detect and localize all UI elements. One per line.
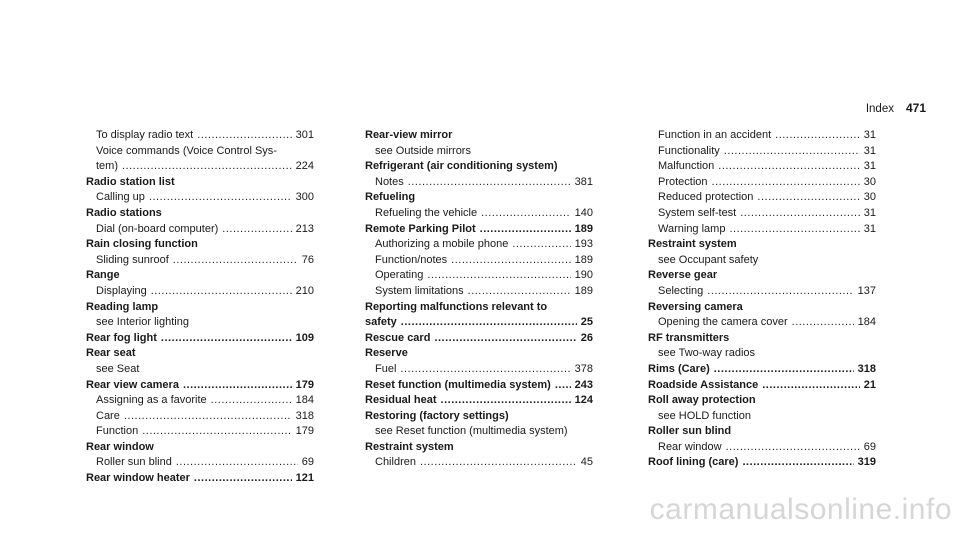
- index-entry: [86, 362, 314, 378]
- entry-page-number[interactable]: 190: [574, 269, 593, 282]
- index-entry: [365, 190, 593, 206]
- entry-text: see HOLD function: [658, 409, 751, 422]
- entry-page-number[interactable]: 109: [295, 331, 314, 344]
- dot-leader: [434, 331, 576, 347]
- entry-page-number[interactable]: 31: [863, 206, 876, 219]
- entry-text: Reduced protection: [658, 191, 754, 204]
- dot-leader: [712, 175, 860, 191]
- entry-text: Reversing camera: [648, 300, 743, 313]
- dot-leader: [420, 455, 577, 471]
- index-entry: [365, 393, 593, 409]
- entry-text: Authorizing a mobile phone: [375, 238, 509, 251]
- index-entry: [86, 424, 314, 440]
- entry-text: Malfunction: [658, 160, 715, 173]
- entry-text: see Occupant safety: [658, 253, 759, 266]
- index-entry: [648, 424, 876, 440]
- entry-page-number[interactable]: 30: [863, 175, 876, 188]
- index-entry: [86, 284, 314, 300]
- index-entry: [86, 237, 314, 253]
- entry-text: Refueling the vehicle: [375, 206, 478, 219]
- entry-text: see Two-way radios: [658, 347, 756, 360]
- entry-text: Radio stations: [86, 206, 162, 219]
- index-entry: [648, 331, 876, 347]
- entry-page-number[interactable]: 179: [295, 378, 314, 391]
- entry-text: Operating: [375, 269, 424, 282]
- index-entry: [365, 144, 593, 160]
- dot-leader: [401, 315, 577, 331]
- dot-leader: [222, 222, 291, 238]
- index-entry: [365, 315, 593, 331]
- dot-leader: [762, 378, 860, 394]
- index-entry: [365, 300, 593, 316]
- entry-page-number[interactable]: 121: [295, 472, 314, 485]
- dot-leader: [480, 222, 571, 238]
- entry-page-number[interactable]: 137: [857, 284, 876, 297]
- dot-leader: [742, 455, 853, 471]
- entry-text: Range: [86, 269, 120, 282]
- entry-text: RF transmitters: [648, 331, 730, 344]
- dot-leader: [714, 362, 854, 378]
- entry-text: Function in an accident: [658, 129, 772, 141]
- entry-text: Notes: [375, 175, 404, 188]
- entry-text: Selecting: [658, 284, 704, 297]
- entry-text: Rescue card: [365, 331, 431, 344]
- index-entry: [648, 440, 876, 456]
- index-entry: [648, 128, 876, 144]
- entry-text: see Reset function (multimedia system): [375, 425, 568, 438]
- entry-text: Opening the camera cover: [658, 316, 788, 329]
- dot-leader: [173, 253, 298, 269]
- entry-page-number[interactable]: 243: [574, 378, 593, 391]
- index-entry: [365, 253, 593, 269]
- index-entry: [365, 424, 593, 440]
- index-entry: [648, 393, 876, 409]
- index-entry: [648, 455, 876, 471]
- index-entry: [86, 346, 314, 362]
- entry-page-number[interactable]: 300: [295, 191, 314, 204]
- index-entry: [86, 159, 314, 175]
- entry-page-number[interactable]: 318: [857, 362, 876, 375]
- dot-leader: [176, 455, 298, 471]
- dot-leader: [740, 206, 860, 222]
- index-entry: [365, 222, 593, 238]
- index-entry: [86, 222, 314, 238]
- entry-text: Roller sun blind: [648, 425, 732, 438]
- dot-leader: [555, 378, 571, 394]
- entry-text: Care: [96, 409, 120, 422]
- dot-leader: [441, 393, 571, 409]
- index-entry: [365, 331, 593, 347]
- entry-text: Rear seat: [86, 347, 136, 360]
- entry-page-number[interactable]: 45: [580, 456, 593, 469]
- entry-text: Roller sun blind: [96, 456, 172, 469]
- entry-text: see Seat: [96, 362, 140, 375]
- index-entry: [86, 331, 314, 347]
- index-entry: [86, 268, 314, 284]
- index-entry: [365, 284, 593, 300]
- entry-page-number[interactable]: 381: [574, 175, 593, 188]
- index-entry: [648, 378, 876, 394]
- entry-page-number[interactable]: 318: [295, 409, 314, 422]
- dot-leader: [468, 284, 571, 300]
- entry-text: Roof lining (care): [648, 456, 739, 469]
- index-entry: [365, 268, 593, 284]
- index-entry: [648, 284, 876, 300]
- index-entry: [648, 159, 876, 175]
- dot-leader: [427, 268, 570, 284]
- index-entry: [86, 175, 314, 191]
- index-entry: [648, 362, 876, 378]
- index-entry: [86, 378, 314, 394]
- entry-page-number[interactable]: 319: [857, 456, 876, 469]
- entry-text: Rims (Care): [648, 362, 710, 375]
- entry-text: Protection: [658, 175, 708, 188]
- entry-text: System limitations: [375, 284, 464, 297]
- dot-leader: [142, 424, 291, 440]
- page-header: [866, 101, 926, 115]
- entry-text: Reading lamp: [86, 300, 159, 313]
- index-entry: [648, 190, 876, 206]
- entry-page-number[interactable]: 189: [574, 253, 593, 266]
- entry-text: Roadside Assistance: [648, 378, 759, 391]
- entry-page-number[interactable]: 189: [574, 222, 593, 235]
- entry-page-number[interactable]: 301: [295, 129, 314, 141]
- entry-page-number[interactable]: 21: [863, 378, 876, 391]
- entry-text: Reserve: [365, 347, 408, 360]
- entry-text: Voice commands (Voice Control Sys-: [96, 144, 277, 157]
- index-entry: [648, 315, 876, 331]
- entry-page-number[interactable]: 31: [863, 222, 876, 235]
- page-number: 471: [905, 101, 926, 115]
- index-entry: [648, 175, 876, 191]
- entry-text: Residual heat: [365, 394, 437, 407]
- entry-text: see Interior lighting: [96, 316, 189, 329]
- index-entry: [86, 190, 314, 206]
- index-entry: [365, 440, 593, 456]
- index-entry: [365, 346, 593, 362]
- entry-page-number[interactable]: 124: [574, 394, 593, 407]
- dot-leader: [194, 471, 292, 487]
- watermark: carmanualsonline.info: [649, 493, 952, 526]
- entry-page-number[interactable]: 69: [301, 456, 314, 469]
- entry-text: Dial (on-board computer): [96, 222, 219, 235]
- entry-text: Rear fog light: [86, 331, 157, 344]
- entry-text: Warning lamp: [658, 222, 726, 235]
- entry-text: tem): [96, 160, 118, 173]
- dot-leader: [408, 175, 571, 191]
- entry-text: Function/notes: [375, 253, 448, 266]
- entry-page-number[interactable]: 31: [863, 144, 876, 157]
- entry-text: Remote Parking Pilot: [365, 222, 476, 235]
- entry-text: Refueling: [365, 191, 416, 204]
- index-entry: [365, 362, 593, 378]
- index-entry: [365, 409, 593, 425]
- entry-text: Fuel: [375, 362, 397, 375]
- entry-text: Functionality: [658, 144, 720, 157]
- index-entry: [86, 455, 314, 471]
- entry-text: Restraint system: [648, 238, 737, 251]
- entry-text: Assigning as a favorite: [96, 394, 207, 407]
- index-entry: [648, 253, 876, 269]
- index-entry: [86, 440, 314, 456]
- entry-page-number[interactable]: 179: [295, 425, 314, 438]
- entry-text: Rear view camera: [86, 378, 179, 391]
- entry-text: Rear window: [86, 440, 154, 453]
- entry-text: Rear window heater: [86, 472, 190, 485]
- entry-text: Restraint system: [365, 440, 454, 453]
- entry-text: Rain closing function: [86, 238, 198, 251]
- index-entry: [648, 409, 876, 425]
- entry-text: Radio station list: [86, 175, 175, 188]
- index-entry: [365, 128, 593, 144]
- entry-page-number[interactable]: 210: [295, 284, 314, 297]
- dot-leader: [124, 409, 292, 425]
- dot-leader: [400, 362, 570, 378]
- dot-leader: [122, 159, 292, 175]
- index-entry: [86, 144, 314, 160]
- entry-page-number[interactable]: 31: [863, 160, 876, 173]
- entry-page-number[interactable]: 213: [295, 222, 314, 235]
- entry-page-number[interactable]: 189: [574, 284, 593, 297]
- index-entry: [365, 206, 593, 222]
- dot-leader: [724, 144, 860, 160]
- index-entry: [648, 300, 876, 316]
- entry-page-number[interactable]: 378: [574, 362, 593, 375]
- entry-page-number[interactable]: 76: [301, 253, 314, 266]
- dot-leader: [775, 128, 860, 144]
- entry-page-number[interactable]: 25: [580, 316, 593, 329]
- index-entry: [648, 237, 876, 253]
- dot-leader: [792, 315, 854, 331]
- dot-leader: [726, 440, 860, 456]
- entry-page-number[interactable]: 30: [863, 191, 876, 204]
- dot-leader: [197, 128, 291, 144]
- index-entry: [86, 253, 314, 269]
- index-entry: [648, 206, 876, 222]
- entry-text: Reporting malfunctions relevant to: [365, 300, 548, 313]
- index-entry: [86, 206, 314, 222]
- index-entry: [365, 378, 593, 394]
- index-entry: [365, 455, 593, 471]
- index-entry: [365, 237, 593, 253]
- entry-text: To display radio text: [96, 129, 194, 141]
- index-entry: [86, 128, 314, 144]
- entry-page-number[interactable]: 193: [574, 238, 593, 251]
- dot-leader: [183, 378, 292, 394]
- entry-text: see Outside mirrors: [375, 144, 471, 157]
- entry-text: Roll away protection: [648, 394, 756, 407]
- entry-page-number[interactable]: 184: [295, 394, 314, 407]
- dot-leader: [161, 331, 292, 347]
- index-entry: [86, 471, 314, 487]
- entry-text: safety: [365, 316, 397, 329]
- entry-text: Children: [375, 456, 416, 469]
- index-entry: [365, 159, 593, 175]
- entry-page-number[interactable]: 184: [857, 316, 876, 329]
- dot-leader: [718, 159, 859, 175]
- entry-text: Displaying: [96, 284, 147, 297]
- index-entry: [86, 393, 314, 409]
- dot-leader: [149, 190, 292, 206]
- index-entry: [86, 315, 314, 331]
- index-entry: [648, 346, 876, 362]
- entry-page-number[interactable]: 69: [863, 440, 876, 453]
- dot-leader: [481, 206, 571, 222]
- entry-text: Function: [96, 425, 139, 438]
- index-entry: [648, 222, 876, 238]
- index-entry: [365, 175, 593, 191]
- entry-text: Rear-view mirror: [365, 129, 453, 141]
- index-title: Index: [865, 103, 894, 115]
- index-entry: [648, 268, 876, 284]
- entry-page-number[interactable]: 224: [295, 160, 314, 173]
- dot-leader: [729, 222, 859, 238]
- entry-page-number[interactable]: 31: [863, 129, 876, 141]
- index-entry: [86, 409, 314, 425]
- entry-page-number[interactable]: 26: [580, 331, 593, 344]
- entry-page-number[interactable]: 140: [574, 206, 593, 219]
- entry-text: Restoring (factory settings): [365, 409, 509, 422]
- index-entry: [648, 144, 876, 160]
- dot-leader: [707, 284, 853, 300]
- index-entry: [86, 300, 314, 316]
- entry-text: Reset function (multimedia system): [365, 378, 551, 391]
- entry-text: Calling up: [96, 191, 145, 204]
- index-column-3: [648, 128, 876, 471]
- entry-text: Reverse gear: [648, 269, 718, 282]
- entry-text: System self-test: [658, 206, 737, 219]
- dot-leader: [512, 237, 570, 253]
- dot-leader: [211, 393, 292, 409]
- entry-text: Refrigerant (air conditioning system): [365, 160, 558, 173]
- dot-leader: [757, 190, 859, 206]
- index-column-1: [86, 128, 314, 487]
- entry-text: Sliding sunroof: [96, 253, 169, 266]
- dot-leader: [451, 253, 570, 269]
- index-column-2: [365, 128, 593, 471]
- entry-text: Rear window: [658, 440, 722, 453]
- dot-leader: [151, 284, 292, 300]
